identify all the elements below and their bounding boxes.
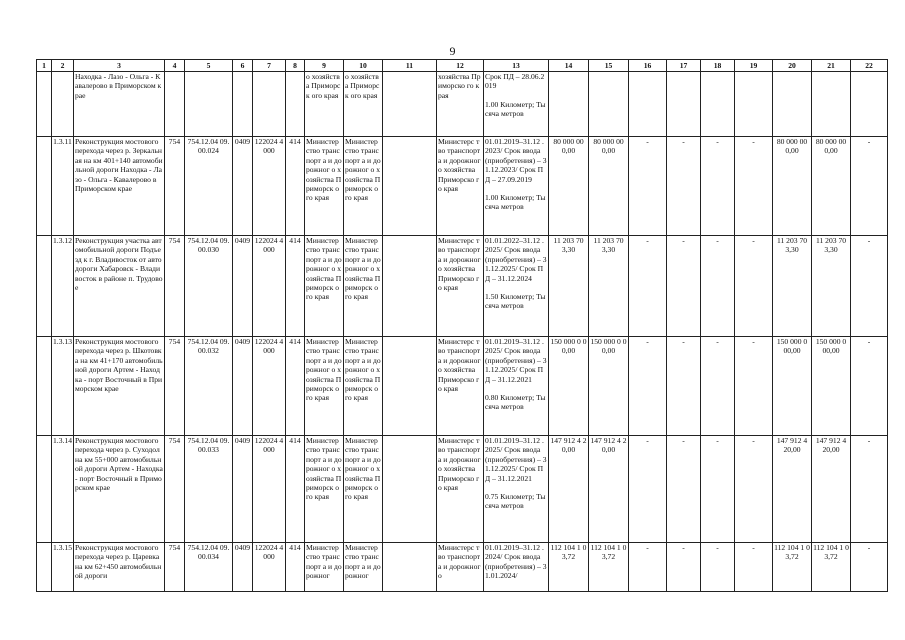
row-number-cell: 1.3.12	[52, 236, 74, 337]
total-cost-cell: 112 104 1 03,72	[589, 543, 629, 592]
col11-cell	[383, 72, 437, 137]
estimated-cost-cell: 80 000 00 0,00	[549, 137, 589, 236]
col22-cell	[851, 72, 888, 137]
capacity-text: 0.80 Километр; Тысяча метров	[485, 393, 546, 412]
owner-cell: Министерс тво транспорта и дорожного хозяйства Приморско го края	[437, 137, 484, 236]
section-cell: 0409	[233, 337, 253, 436]
row-marker-cell	[37, 337, 52, 436]
column-header: 15	[589, 60, 629, 72]
section-cell: 0409	[233, 543, 253, 592]
developer-cell: Министер ство транспорт а и дорожног о хозяйства Приморск ого края	[344, 436, 383, 543]
total-cost-cell: 150 000 0 00,00	[589, 337, 629, 436]
col17-cell: -	[667, 337, 701, 436]
col19-cell: -	[735, 436, 773, 543]
table-row	[37, 337, 888, 436]
table-row	[37, 436, 888, 543]
period-capacity-cell	[484, 337, 549, 436]
period-text: 01.01.2019–31.12 .2023/ Срок ввода (приобретения) – 31.12.2023/ Срок ПД – 27.09.2019	[485, 137, 547, 184]
customer-cell: Министер ство транспорт а и дорожног	[305, 543, 344, 592]
capacity-text: 1.00 Километр; Тысяча метров	[485, 193, 546, 212]
target-article-cell	[185, 72, 233, 137]
developer-cell: о хозяйства Приморск ого края	[344, 72, 383, 137]
col17-cell: -	[667, 137, 701, 236]
column-header: 2	[52, 60, 74, 72]
owner-cell: Министерс тво транспорта и дорожного хозяйства Приморско го края	[437, 337, 484, 436]
capacity-text: 0.75 Километр; Тысяча метров	[485, 492, 546, 511]
column-header: 10	[344, 60, 383, 72]
section-cell	[233, 72, 253, 137]
owner-cell: Министерс тво транспорта и дорожного	[437, 543, 484, 592]
grbs-cell: 754	[165, 543, 185, 592]
row-marker-cell	[37, 436, 52, 543]
row-number-cell: 1.3.15	[52, 543, 74, 592]
row-marker-cell	[37, 72, 52, 137]
object-name-cell: Реконструкция мостового перехода через р. Зеркальная на км 401+140 автомобильной дороги Находка - Лазо - Ольга - Кавалерово в Приморском крае	[74, 137, 165, 236]
expense-type-cell: 414	[286, 236, 305, 337]
col16-cell: -	[629, 236, 667, 337]
period-capacity-cell	[484, 436, 549, 543]
budget-total-cell: 11 203 70 3,30	[812, 236, 851, 337]
budget-cell: 11 203 70 3,30	[773, 236, 812, 337]
period-text: 01.01.2019–31.12 .2024/ Срок ввода (приобретения) – 31.01.2024/	[485, 543, 547, 581]
row-number-cell: 1.3.13	[52, 337, 74, 436]
target-article-cell: 754.12.04 09.00.033	[185, 436, 233, 543]
customer-cell: Министер ство транспорт а и дорожног о хозяйства Приморск ого края	[305, 436, 344, 543]
customer-cell: Министер ство транспорт а и дорожног о хозяйства Приморск ого края	[305, 337, 344, 436]
col18-cell: -	[701, 236, 735, 337]
budget-total-cell: 150 000 0 00,00	[812, 337, 851, 436]
customer-cell: Министер ство транспорт а и дорожног о хозяйства Приморск ого края	[305, 137, 344, 236]
table-row	[37, 137, 888, 236]
period-capacity-cell	[484, 72, 549, 137]
expense-type-cell: 414	[286, 543, 305, 592]
period-text: 01.01.2019–31.12 .2025/ Срок ввода (приобретения) – 31.12.2025/ Срок ПД – 31.12.2021	[485, 337, 547, 384]
estimated-cost-cell: 147 912 4 20,00	[549, 436, 589, 543]
col18-cell: -	[701, 436, 735, 543]
object-name-cell: Реконструкция мостового перехода через р. Суходол на км 55+000 автомобильной дороги Артем - Находка - порт Восточный в Приморском крае	[74, 436, 165, 543]
row-number-cell	[52, 72, 74, 137]
column-header: 19	[735, 60, 773, 72]
page-number: 9	[449, 44, 456, 58]
col11-cell	[383, 543, 437, 592]
column-number-row	[37, 60, 888, 72]
developer-cell: Министер ство транспорт а и дорожног о хозяйства Приморск ого края	[344, 137, 383, 236]
table-row	[37, 236, 888, 337]
column-header: 20	[773, 60, 812, 72]
expense-type-cell: 414	[286, 337, 305, 436]
col11-cell	[383, 236, 437, 337]
budget-cell: 80 000 00 0,00	[773, 137, 812, 236]
row-marker-cell	[37, 543, 52, 592]
owner-cell: Министерс тво транспорта и дорожного хозяйства Приморско го края	[437, 236, 484, 337]
grbs-cell: 754	[165, 236, 185, 337]
col19-cell	[735, 72, 773, 137]
expense-code-cell: 122024 4000	[253, 137, 286, 236]
owner-cell: хозяйства Приморско го края	[437, 72, 484, 137]
column-header: 5	[185, 60, 233, 72]
col19-cell: -	[735, 137, 773, 236]
expense-code-cell: 122024 4000	[253, 436, 286, 543]
budget-total-cell: 147 912 4 20,00	[812, 436, 851, 543]
col18-cell: -	[701, 543, 735, 592]
target-article-cell: 754.12.04 09.00.032	[185, 337, 233, 436]
col18-cell: -	[701, 137, 735, 236]
column-header: 18	[701, 60, 735, 72]
col19-cell: -	[735, 236, 773, 337]
row-number-cell: 1.3.11	[52, 137, 74, 236]
customer-cell: Министер ство транспорт а и дорожног о хозяйства Приморск ого края	[305, 236, 344, 337]
budget-cell	[773, 72, 812, 137]
object-name-cell: Находка - Лазо - Ольга - Кавалерово в Приморском крае	[74, 72, 165, 137]
budget-total-cell	[812, 72, 851, 137]
column-header: 6	[233, 60, 253, 72]
target-article-cell: 754.12.04 09.00.024	[185, 137, 233, 236]
estimated-cost-cell: 150 000 0 00,00	[549, 337, 589, 436]
object-name-cell: Реконструкция участка автомобильной дороги Подъезд к г. Владивосток от автодороги Хабаровск - Владивосток в районе п. Трудовое	[74, 236, 165, 337]
capacity-text: 1.50 Километр; Тысяча метров	[485, 292, 546, 311]
row-marker-cell	[37, 236, 52, 337]
grbs-cell	[165, 72, 185, 137]
customer-cell: о хозяйства Приморск ого края	[305, 72, 344, 137]
col19-cell: -	[735, 337, 773, 436]
column-header: 21	[812, 60, 851, 72]
col18-cell: -	[701, 337, 735, 436]
spacer	[485, 184, 547, 193]
row-number-cell: 1.3.14	[52, 436, 74, 543]
grbs-cell: 754	[165, 337, 185, 436]
column-header: 12	[437, 60, 484, 72]
col16-cell: -	[629, 137, 667, 236]
period-text: 01.01.2019–31.12 .2025/ Срок ввода (приобретения) – 31.12.2025/ Срок ПД – 31.12.2021	[485, 436, 547, 483]
column-header: 16	[629, 60, 667, 72]
investment-table	[36, 59, 888, 592]
budget-cell: 112 104 1 03,72	[773, 543, 812, 592]
period-text: Срок ПД – 28.06.2019	[485, 72, 545, 91]
spacer	[485, 384, 547, 393]
spacer	[485, 91, 547, 100]
table-row	[37, 72, 888, 137]
col11-cell	[383, 137, 437, 236]
estimated-cost-cell: 112 104 1 03,72	[549, 543, 589, 592]
expense-code-cell: 122024 4000	[253, 236, 286, 337]
col22-cell: -	[851, 337, 888, 436]
object-name-cell: Реконструкция мостового перехода через р. Царевка на км 62+450 автомобильной дороги	[74, 543, 165, 592]
section-cell: 0409	[233, 236, 253, 337]
total-cost-cell: 147 912 4 20,00	[589, 436, 629, 543]
column-header: 7	[253, 60, 286, 72]
column-header: 17	[667, 60, 701, 72]
capacity-text: 1.00 Километр; Тысяча метров	[485, 99, 546, 119]
col22-cell: -	[851, 236, 888, 337]
column-header: 22	[851, 60, 888, 72]
col19-cell: -	[735, 543, 773, 592]
col16-cell: -	[629, 543, 667, 592]
expense-type-cell	[286, 72, 305, 137]
budget-cell: 147 912 4 20,00	[773, 436, 812, 543]
col17-cell	[667, 72, 701, 137]
column-header: 3	[74, 60, 165, 72]
period-capacity-cell	[484, 236, 549, 337]
col18-cell	[701, 72, 735, 137]
developer-cell: Министер ство транспорт а и дорожног	[344, 543, 383, 592]
target-article-cell: 754.12.04 09.00.034	[185, 543, 233, 592]
expense-type-cell: 414	[286, 436, 305, 543]
expense-type-cell: 414	[286, 137, 305, 236]
developer-cell: Министер ство транспорт а и дорожног о хозяйства Приморск ого края	[344, 337, 383, 436]
row-marker-cell	[37, 137, 52, 236]
column-header: 13	[484, 60, 549, 72]
column-header: 14	[549, 60, 589, 72]
col16-cell: -	[629, 436, 667, 543]
column-header: 8	[286, 60, 305, 72]
period-text: 01.01.2022–31.12 .2025/ Срок ввода (приобретения) – 31.12.2025/ Срок ПД – 31.12.2024	[485, 236, 547, 283]
period-capacity-cell	[484, 137, 549, 236]
object-name-cell: Реконструкция мостового перехода через р. Шкотовка на км 41+170 автомобильной дороги Артем - Находка - порт Восточный в Приморском крае	[74, 337, 165, 436]
col17-cell: -	[667, 236, 701, 337]
target-article-cell: 754.12.04 09.00.030	[185, 236, 233, 337]
total-cost-cell: 11 203 70 3,30	[589, 236, 629, 337]
expense-code-cell: 122024 4000	[253, 337, 286, 436]
budget-total-cell: 80 000 00 0,00	[812, 137, 851, 236]
budget-cell: 150 000 0 00,00	[773, 337, 812, 436]
col16-cell	[629, 72, 667, 137]
column-header: 1	[37, 60, 52, 72]
col11-cell	[383, 337, 437, 436]
column-header: 11	[383, 60, 437, 72]
owner-cell: Министерс тво транспорта и дорожного хозяйства Приморско го края	[437, 436, 484, 543]
col17-cell: -	[667, 436, 701, 543]
column-header: 4	[165, 60, 185, 72]
grbs-cell: 754	[165, 137, 185, 236]
col17-cell: -	[667, 543, 701, 592]
column-header: 9	[305, 60, 344, 72]
spacer	[485, 483, 547, 492]
expense-code-cell: 122024 4000	[253, 543, 286, 592]
spacer	[485, 283, 547, 292]
total-cost-cell	[589, 72, 629, 137]
col22-cell: -	[851, 543, 888, 592]
section-cell: 0409	[233, 436, 253, 543]
section-cell: 0409	[233, 137, 253, 236]
col16-cell: -	[629, 337, 667, 436]
grbs-cell: 754	[165, 436, 185, 543]
developer-cell: Министер ство транспорт а и дорожног о хозяйства Приморск ого края	[344, 236, 383, 337]
col22-cell: -	[851, 436, 888, 543]
estimated-cost-cell: 11 203 70 3,30	[549, 236, 589, 337]
period-capacity-cell	[484, 543, 549, 592]
expense-code-cell	[253, 72, 286, 137]
table-row	[37, 543, 888, 592]
col11-cell	[383, 436, 437, 543]
budget-total-cell: 112 104 1 03,72	[812, 543, 851, 592]
estimated-cost-cell	[549, 72, 589, 137]
col22-cell: -	[851, 137, 888, 236]
total-cost-cell: 80 000 00 0,00	[589, 137, 629, 236]
